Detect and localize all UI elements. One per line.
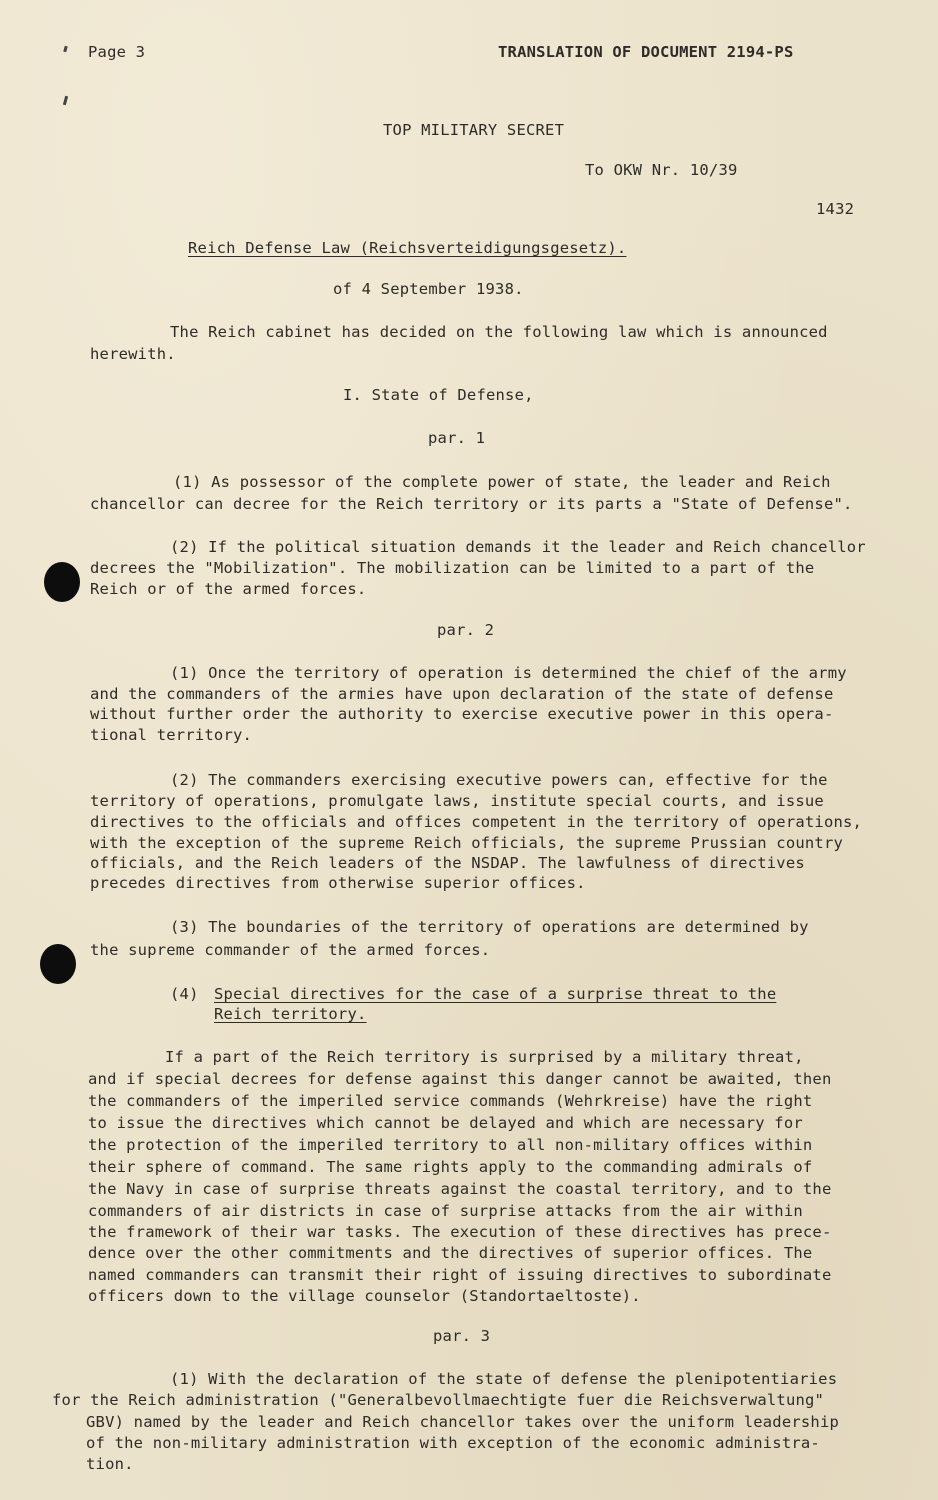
text-line: commanders of air districts in case of surprise attacks from the air within	[88, 1202, 803, 1220]
text-line: the supreme commander of the armed forces.	[90, 941, 491, 959]
text-line: (1) As possessor of the complete power of state, the leader and Reich	[173, 473, 831, 491]
text-line: dence over the other commitments and the directives of superior offices. The	[88, 1244, 813, 1262]
text-line: territory of operations, promulgate laws, institute special courts, and issue	[90, 792, 824, 810]
ink-mark	[63, 46, 67, 53]
text-line: officials, and the Reich leaders of the NSDAP. The lawfulness of directives	[90, 854, 805, 872]
text-line: their sphere of command. The same rights apply to the commanding admirals of	[88, 1158, 813, 1176]
text-line: of the non-military administration with exception of the economic administra-	[86, 1434, 820, 1452]
subparagraph-heading: Reich territory.	[214, 1005, 367, 1023]
text-line: and if special decrees for defense against this danger cannot be awaited, then	[88, 1070, 832, 1088]
subparagraph-number: (4)	[170, 985, 199, 1003]
text-line: tional territory.	[90, 726, 253, 744]
paragraph-heading: par. 3	[433, 1327, 491, 1345]
text-line: (2) If the political situation demands it the leader and Reich chancellor	[170, 538, 866, 556]
text-line: for the Reich administration ("Generalbevollmaechtigte fuer die Reichsverwaltung"	[52, 1391, 825, 1409]
text-line: chancellor can decree for the Reich territory or its parts a "State of Defense".	[90, 495, 853, 513]
intro-line: The Reich cabinet has decided on the following law which is announced	[170, 323, 828, 341]
text-line: (3) The boundaries of the territory of operations are determined by	[170, 918, 809, 936]
reference-number: To OKW Nr. 10/39	[585, 161, 738, 179]
text-line: (2) The commanders exercising executive powers can, effective for the	[170, 771, 828, 789]
text-line: named commanders can transmit their right of issuing directives to subordinate	[88, 1266, 832, 1284]
text-line: to issue the directives which cannot be delayed and which are necessary for	[88, 1114, 803, 1132]
subparagraph-heading: Special directives for the case of a surprise threat to the	[214, 985, 777, 1003]
text-line: the commanders of the imperiled service commands (Wehrkreise) have the right	[88, 1092, 813, 1110]
law-date: of 4 September 1938.	[333, 280, 524, 298]
text-line: the protection of the imperiled territory to all non-military offices within	[88, 1136, 813, 1154]
intro-line: herewith.	[90, 345, 176, 363]
paragraph-heading: par. 2	[437, 621, 495, 639]
text-line: precedes directives from otherwise superior offices.	[90, 874, 586, 892]
page-label: Page 3	[88, 43, 146, 61]
text-line: (1) With the declaration of the state of defense the plenipotentiaries	[170, 1370, 838, 1388]
section-heading: I. State of Defense,	[343, 386, 534, 404]
text-line: GBV) named by the leader and Reich chancellor takes over the uniform leadership	[86, 1413, 840, 1431]
text-line: without further order the authority to exercise executive power in this opera-	[90, 705, 834, 723]
text-line: tion.	[86, 1455, 134, 1473]
law-title: Reich Defense Law (Reichsverteidigungsgesetz).	[188, 239, 627, 257]
text-line: decrees the "Mobilization". The mobilization can be limited to a part of the	[90, 559, 815, 577]
document-label: TRANSLATION OF DOCUMENT 2194-PS	[498, 43, 794, 61]
text-line: and the commanders of the armies have upon declaration of the state of defense	[90, 685, 834, 703]
classification: TOP MILITARY SECRET	[383, 121, 565, 139]
punch-hole	[40, 944, 76, 984]
page-number: 1432	[816, 200, 855, 218]
text-line: the framework of their war tasks. The execution of these directives has prece-	[88, 1223, 832, 1241]
text-line: with the exception of the supreme Reich officials, the supreme Prussian country	[90, 834, 844, 852]
text-line: officers down to the village counselor (Standortaeltoste).	[88, 1287, 641, 1305]
text-line: directives to the officials and offices competent in the territory of operations,	[90, 813, 863, 831]
text-line: the Navy in case of surprise threats against the coastal territory, and to the	[88, 1180, 832, 1198]
text-line: If a part of the Reich territory is surprised by a military threat,	[165, 1048, 804, 1066]
paragraph-heading: par. 1	[428, 429, 486, 447]
ink-mark	[63, 96, 68, 105]
text-line: Reich or of the armed forces.	[90, 580, 367, 598]
text-line: (1) Once the territory of operation is determined the chief of the army	[170, 664, 847, 682]
punch-hole	[44, 562, 80, 602]
